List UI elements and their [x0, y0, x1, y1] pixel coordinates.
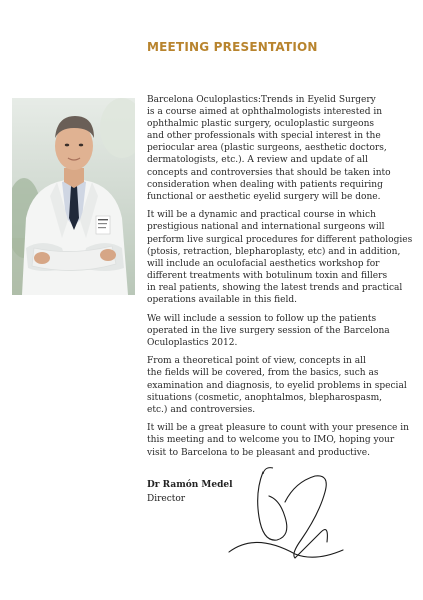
- body-line: It will be a dynamic and practical course in which: [147, 210, 376, 221]
- handwritten-signature: [225, 462, 345, 572]
- body-line: We will include a session to follow up the patients: [147, 313, 377, 324]
- body-paragraph: [147, 355, 412, 415]
- body-line: different treatments with botulinum toxin and fillers: [147, 270, 388, 281]
- presentation-body: [147, 94, 412, 465]
- body-line: prestigious national and international surgeons will: [147, 222, 385, 233]
- body-paragraph: [147, 209, 412, 306]
- signatory-name: Dr Ramón Medel: [147, 480, 233, 490]
- body-line: visit to Barcelona to be pleasant and productive.: [147, 447, 371, 458]
- body-line: perform live surgical procedures for different pathologies: [147, 234, 413, 245]
- body-line: in real patients, showing the latest trends and practical: [147, 282, 403, 293]
- body-line: Barcelona Oculoplastics:Trends in Eyelid Surgery: [147, 95, 376, 105]
- body-line: examination and diagnosis, to eyelid problems in special: [147, 380, 407, 391]
- body-line: It will be a great pleasure to count with your presence in: [147, 423, 410, 434]
- body-line: (ptosis, retraction, blepharoplasty, etc) and in addition,: [147, 246, 401, 257]
- body-line: Oculoplastics 2012.: [147, 337, 238, 348]
- signatory-role: Director: [147, 494, 186, 504]
- body-line: concepts and controversies that should be taken into: [147, 167, 391, 178]
- director-portrait-photo: [12, 98, 135, 295]
- portrait-illustration: [12, 98, 135, 295]
- body-paragraph: [147, 313, 412, 349]
- body-line: consideration when dealing with patients requiring: [147, 179, 383, 190]
- body-line: the fields will be covered, from the basics, such as: [147, 368, 379, 379]
- body-line: ophthalmic plastic surgery, oculoplastic surgeons: [147, 119, 375, 130]
- body-line: From a theoretical point of view, concepts in all: [147, 356, 366, 367]
- body-paragraph: [147, 422, 412, 458]
- body-line: and other professionals with special interest in the: [147, 131, 381, 142]
- body-line: will include an oculofacial aesthetics workshop for: [147, 258, 380, 269]
- body-paragraph: [147, 94, 412, 203]
- body-line: operations available in this field.: [147, 295, 298, 305]
- body-line: is a course aimed at ophthalmologists interested in: [147, 107, 383, 118]
- body-line: etc.) and controversies.: [147, 404, 256, 415]
- body-line: operated in the live surgery session of the Barcelona: [147, 325, 390, 336]
- page-title: MEETING PRESENTATION: [147, 40, 318, 54]
- body-line: this meeting and to welcome you to IMO, hoping your: [147, 435, 395, 446]
- body-line: dermatologists, etc.). A review and update of all: [147, 155, 368, 166]
- body-line: functional or aesthetic eyelid surgery will be done.: [147, 191, 381, 202]
- body-line: periocular area (plastic surgeons, aesthetic doctors,: [147, 143, 387, 154]
- body-line: situations (cosmetic, anophtalmos, blepharospasm,: [147, 392, 383, 403]
